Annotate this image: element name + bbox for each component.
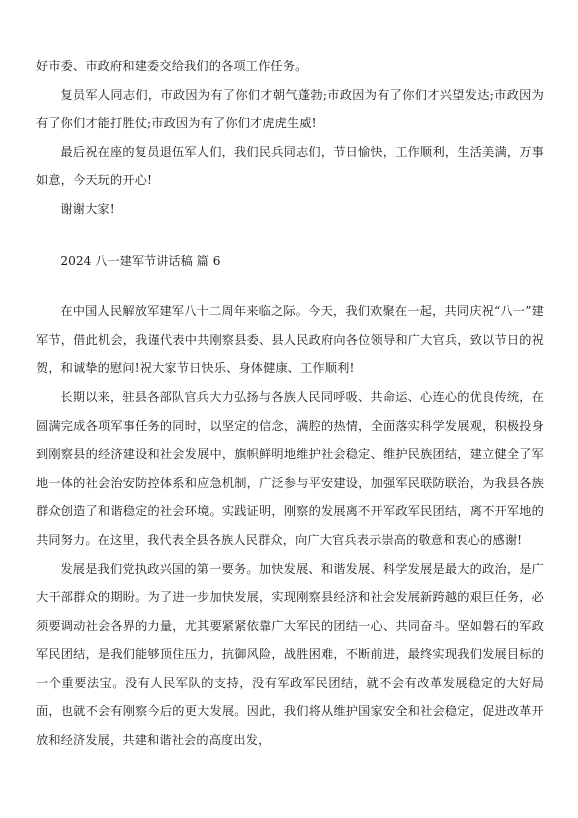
paragraph-troops: 长期以来，驻县各部队官兵大力弘扬与各族人民同呼吸、共命运、心连心的优良传统，在圆满完成各项军事任务的同时，以坚定的信念，满腔的热情，全面落实科学发展观，积极投身到刚察县的经济建设和社会发展中，旗帜鲜明地维护社会稳定、维护民族团结，建立健全了军地一体的社会治安防控体系和应急机制，广泛参与平安建设，加强军民联防联治，为我县各族群众创造了和谐稳定的社会环境。实践证明，刚察的发展离不开军政军民团结，离不开军地的共同努力。在这里，我代表全县各族人民群众，向广大官兵表示崇高的敬意和衷心的感谢!	[36, 389, 544, 547]
paragraph-veterans: 复员军人同志们，市政因为有了你们才朝气蓬勃;市政因为有了你们才兴望发达;市政因为有了你们才能打胜仗;市政因为有了你们才虎虎生威!	[36, 87, 544, 131]
paragraph-closing-wishes: 最后祝在座的复员退伍军人们，我们民兵同志们，节日愉快，工作顺利，生活美满，万事如意，今天玩的开心!	[36, 144, 544, 188]
section-heading: 2024 八一建军节讲话稿 篇 6	[60, 253, 221, 268]
paragraph-continuation: 好市委、市政府和建委交给我们的各项工作任务。	[36, 59, 308, 73]
paragraph-development: 发展是我们党执政兴国的第一要务。加快发展、和谐发展、科学发展是最大的政治，是广大干部群众的期盼。为了进一步加快发展，实现刚察县经济和社会发展新跨越的艰巨任务，必须要调动社会各界的力量，尤其要紧紧依靠广大军民的团结一心、共同奋斗。坚如磐石的军政军民团结，是我们能够顶住压力，抗御风险，战胜困难，不断前进，最终实现我们发展目标的一个重要法宝。没有人民军队的支持，没有军政军民团结，就不会有改革发展稳定的大好局面，也就不会有刚察今后的更大发展。因此，我们将从维护国家安全和社会稳定，促进改革开放和经济发展，共建和谐社会的高度出发，	[36, 561, 544, 748]
spacer	[36, 224, 544, 247]
spacer	[36, 275, 544, 297]
paragraph-intro: 在中国人民解放军建军八十二周年来临之际。今天，我们欢聚在一起，共同庆祝“八一”建军节，借此机会，我谨代表中共刚察县委、县人民政府向各位领导和广大官兵，致以节日的祝贺，和诚挚的慰问!祝大家节日快乐、身体健康、工作顺利!	[36, 304, 544, 376]
paragraph-thanks: 谢谢大家!	[60, 201, 115, 216]
document-page	[36, 52, 544, 755]
